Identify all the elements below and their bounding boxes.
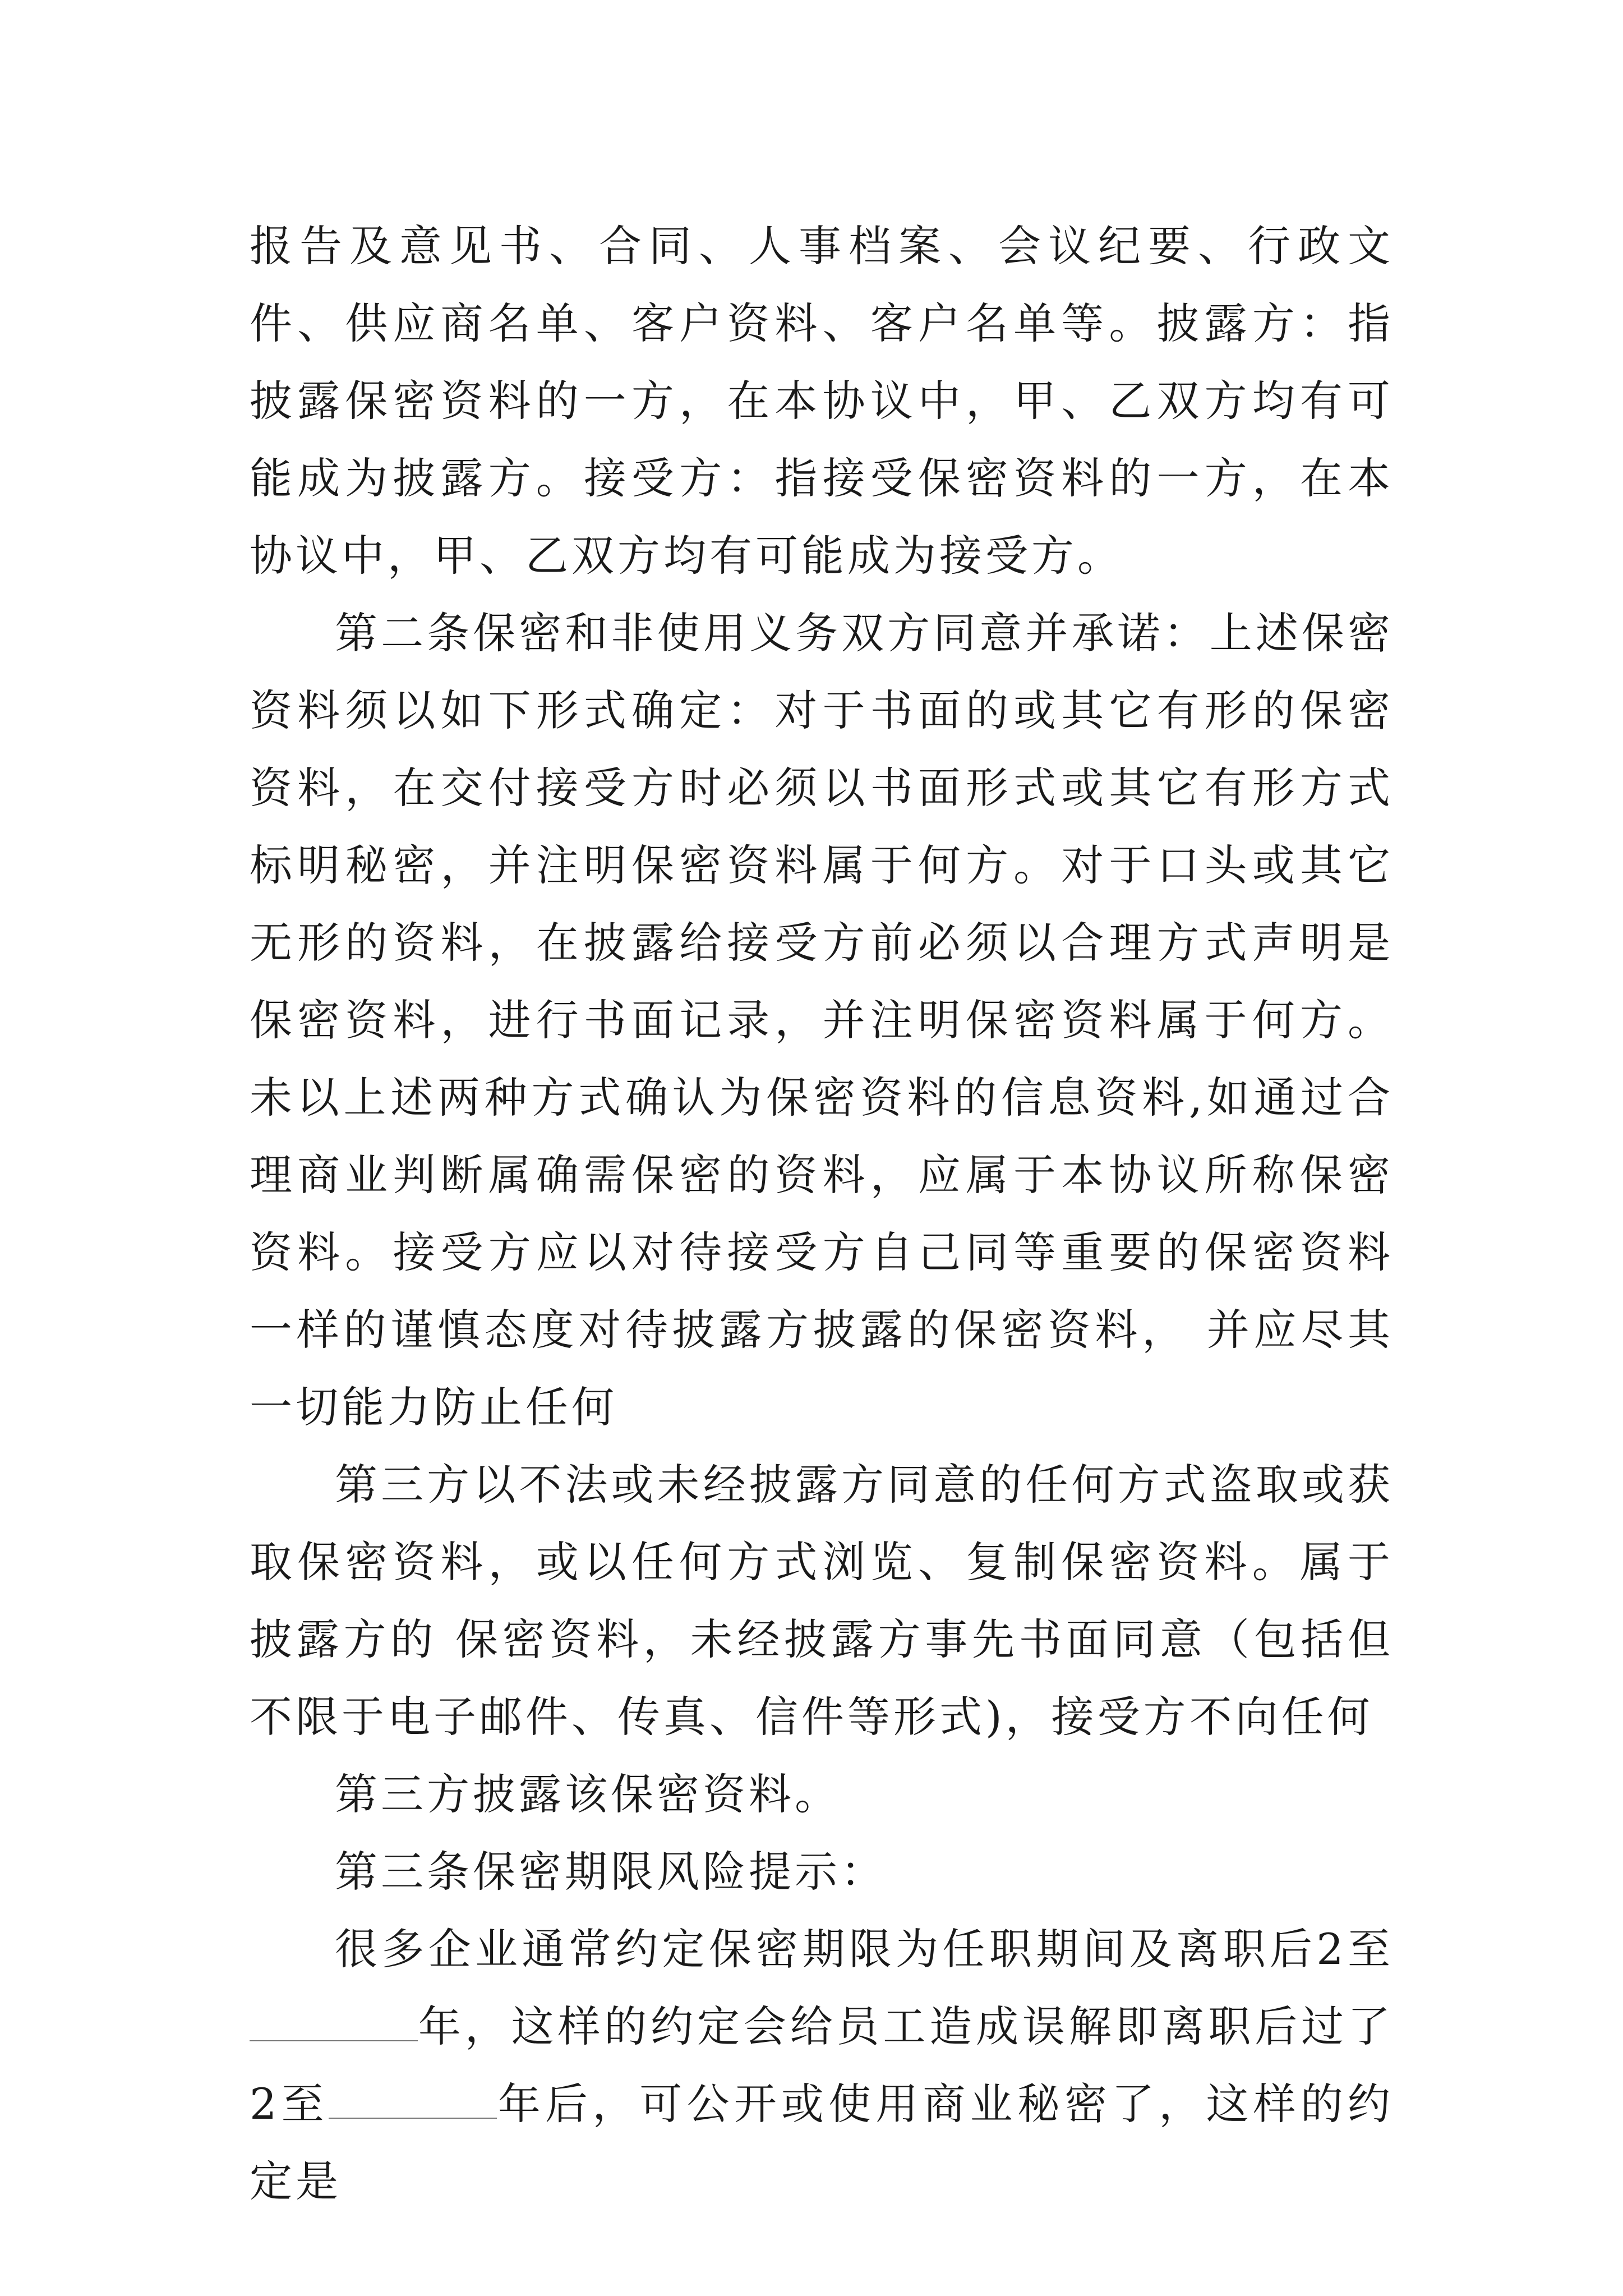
paragraph-disclosure: 第三方披露该保密资料。 [335,1769,841,1819]
paragraph-article-2: 第二条保密和非使用义务双方同意并承诺：上述保密资料须以如下形式确定：对于书面的或其它有形的保密资料，在交付接受方时必须以书面形式或其它有形方式标明秘密，并注明保密资料属于何方。对于口头或其它无形的资料，在披露给接受方前必须以合理方式声明是保密资料，进行书面记录，并注明保密资料属于何方。未以上述两种方式确认为保密资料的信息资料,如通过合理商业判断属确需保密的资料，应属于本协议所称保密资料。接受方应以对待接受方自己同等重要的保密资料一样的谨慎态度对待披露方披露的保密资料， 并应尽其一切能力防止任何 [250,608,1394,1432]
blank-line [250,2007,418,2041]
risk-note-part1: 很多企业通常约定保密期限为任职期间及离职后2至 [335,1924,1394,1974]
paragraph-risk-note [250,1911,1394,2220]
risk-note-part2: 年，这样的约定会给员工造成误解即离职后过了2至 [250,2001,1394,2129]
document-body [250,208,1394,2220]
blank-line [329,2084,497,2119]
risk-note-part3: 年后，可公开或使用商业秘密了，这样的约定是 [250,2079,1394,2206]
paragraph-definitions: 报告及意见书、合同、人事档案、会议纪要、行政文件、供应商名单、客户资料、客户名单等。披露方：指披露保密资料的一方，在本协议中，甲、乙双方均有可能成为披露方。接受方：指接受保密资料的一方，在本协议中，甲、乙双方均有可能成为接受方。 [250,221,1394,581]
paragraph-third-party: 第三方以不法或未经披露方同意的任何方式盗取或获取保密资料，或以任何方式浏览、复制保密资料。属于披露方的 保密资料，未经披露方事先书面同意（包括但不限于电子邮件、传真、信件等形式)，接受方不向任何 [250,1460,1394,1742]
paragraph-article-3-title: 第三条保密期限风险提示： [335,1847,887,1897]
